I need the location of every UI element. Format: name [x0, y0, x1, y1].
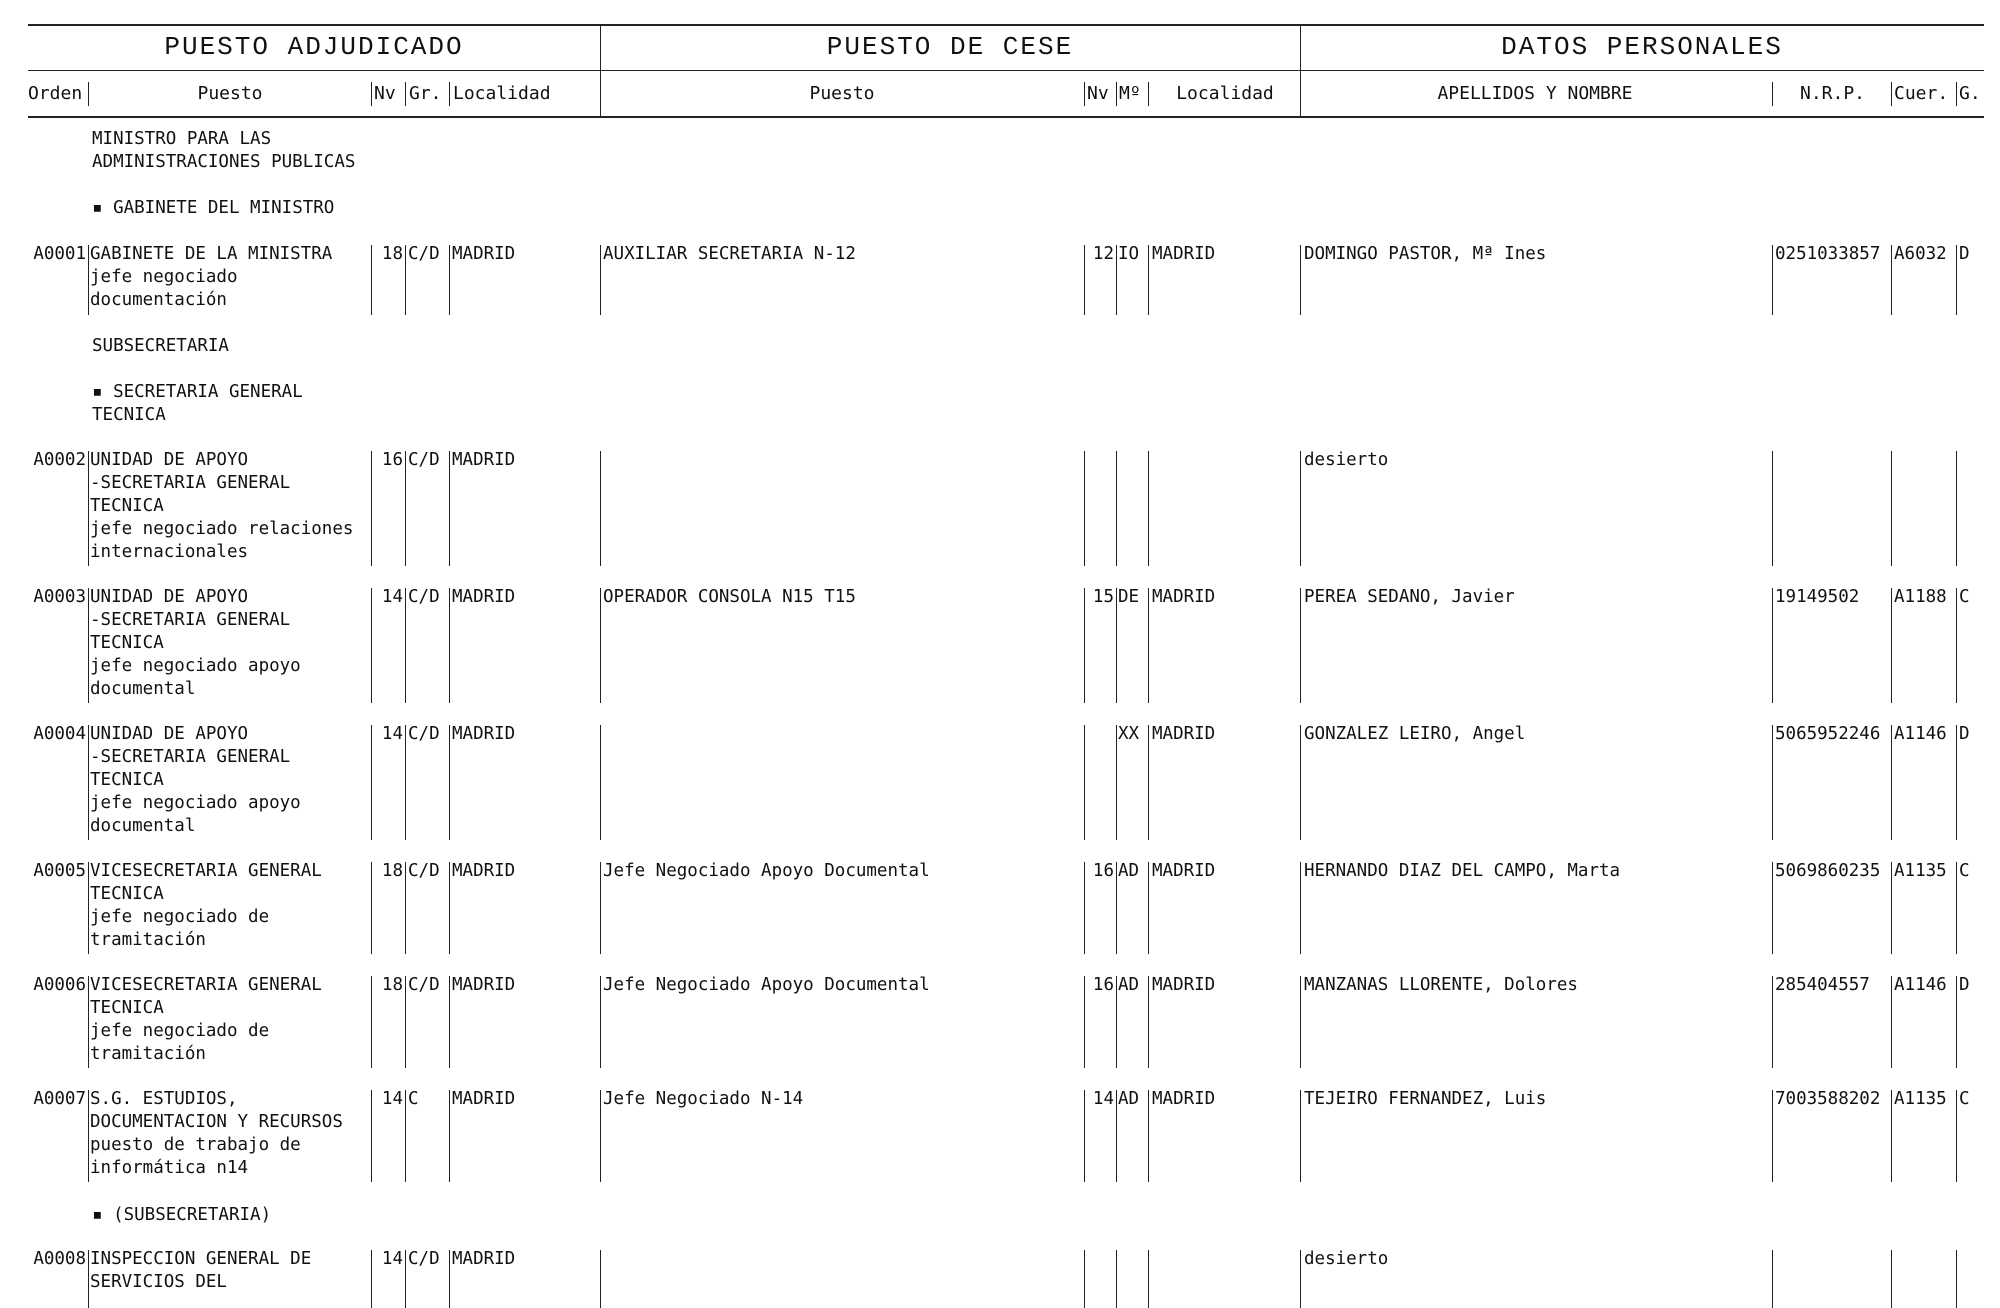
header-puesto-de-cese: PUESTO DE CESE [826, 32, 1074, 62]
row-divider [1148, 588, 1149, 703]
row-divider [1148, 1250, 1149, 1308]
cell-puesto: VICESECRETARIA GENERAL TECNICA jefe negociado de tramitación [90, 861, 322, 950]
row-divider [88, 451, 89, 566]
cell-cese-nv: 14 [1092, 1089, 1114, 1109]
row-divider [1891, 862, 1892, 954]
col-nv: Nv [374, 83, 396, 104]
row-divider [1116, 451, 1117, 566]
row-divider [600, 245, 601, 315]
row-divider [1300, 1090, 1301, 1182]
cell-localidad: MADRID [452, 724, 516, 744]
row-divider [371, 451, 372, 566]
cell-nrp: 285404557 [1775, 975, 1870, 995]
col-gr: Gr. [409, 83, 442, 104]
cell-cuer: A1146 [1894, 975, 1947, 995]
col-tick [371, 82, 372, 106]
row-divider [371, 862, 372, 954]
row-divider [1116, 588, 1117, 703]
cell-cuer: A1135 [1894, 861, 1947, 881]
row-divider [405, 245, 406, 315]
header-puesto-adjudicado: PUESTO ADJUDICADO [164, 32, 464, 62]
cell-g: D [1959, 975, 1970, 995]
row-divider [1891, 451, 1892, 566]
row-divider [1772, 451, 1773, 566]
col-tick [1148, 82, 1149, 106]
row-divider [1956, 1090, 1957, 1182]
column-header-rule [28, 116, 1984, 118]
row-divider [1148, 725, 1149, 840]
row-divider [371, 976, 372, 1068]
row-divider [1084, 588, 1085, 703]
cell-nrp: 0251033857 [1775, 244, 1881, 264]
cell-localidad: MADRID [452, 1089, 516, 1109]
row-divider [371, 245, 372, 315]
row-divider [1956, 862, 1957, 954]
cell-nombre: GONZALEZ LEIRO, Angel [1304, 724, 1526, 744]
row-divider [1300, 725, 1301, 840]
col-tick [1956, 82, 1957, 106]
row-divider [1891, 725, 1892, 840]
col-nrp: N.R.P. [1799, 83, 1866, 104]
row-divider [1148, 1090, 1149, 1182]
row-divider [1116, 976, 1117, 1068]
row-divider [1891, 1250, 1892, 1308]
header-datos-personales: DATOS PERSONALES [1501, 32, 1783, 62]
row-divider [1116, 245, 1117, 315]
cell-gr: C/D [408, 724, 440, 744]
row-divider [1148, 862, 1149, 954]
cell-gr: C [408, 1089, 419, 1109]
row-divider [600, 588, 601, 703]
cell-cese-nv: 15 [1092, 587, 1114, 607]
col-cese-localidad: Localidad [1176, 83, 1274, 104]
cell-gr: C/D [408, 861, 440, 881]
cell-nv: 14 [381, 724, 403, 744]
row-divider [1772, 1250, 1773, 1308]
cell-gr: C/D [408, 587, 440, 607]
cell-puesto: S.G. ESTUDIOS, DOCUMENTACION Y RECURSOS puesto de trabajo de informática n14 [90, 1089, 343, 1178]
cell-orden: A0002 [33, 450, 86, 470]
row-divider [1956, 588, 1957, 703]
col-cuer: Cuer. [1894, 83, 1949, 104]
cell-localidad: MADRID [452, 975, 516, 995]
cell-gr: C/D [408, 244, 440, 264]
cell-nv: 14 [381, 1249, 403, 1269]
row-divider [88, 1250, 89, 1308]
col-tick [449, 82, 450, 106]
col-tick [1116, 82, 1117, 106]
row-divider [1956, 245, 1957, 315]
row-divider [405, 451, 406, 566]
cell-cese-m: AD [1118, 861, 1140, 881]
cell-orden: A0004 [33, 724, 86, 744]
cell-cese-puesto: OPERADOR CONSOLA N15 T15 [603, 587, 856, 607]
col-cese-m: Mº [1119, 83, 1141, 104]
row-divider [405, 1090, 406, 1182]
row-divider [405, 588, 406, 703]
cell-puesto: UNIDAD DE APOYO -SECRETARIA GENERAL TECNICA jefe negociado apoyo documental [90, 587, 301, 699]
cell-nv: 16 [381, 450, 403, 470]
row-divider [1891, 245, 1892, 315]
cell-nombre: desierto [1304, 1249, 1389, 1269]
col-cese-puesto: Puesto [809, 83, 875, 104]
group-header-rule [28, 70, 1984, 71]
cell-nrp: 19149502 [1775, 587, 1860, 607]
cell-cese-m: IO [1118, 244, 1140, 264]
cell-nv: 18 [381, 861, 403, 881]
row-divider [371, 725, 372, 840]
row-divider [1084, 862, 1085, 954]
row-divider [600, 451, 601, 566]
cell-localidad: MADRID [452, 587, 516, 607]
row-divider [1772, 976, 1773, 1068]
row-divider [371, 1090, 372, 1182]
cell-nombre: MANZANAS LLORENTE, Dolores [1304, 975, 1578, 995]
row-divider [1891, 588, 1892, 703]
cell-nombre: desierto [1304, 450, 1389, 470]
row-divider [1148, 245, 1149, 315]
cell-cese-puesto: AUXILIAR SECRETARIA N-12 [603, 244, 856, 264]
row-divider [88, 245, 89, 315]
cell-orden: A0008 [33, 1249, 86, 1269]
cell-nombre: DOMINGO PASTOR, Mª Ines [1304, 244, 1547, 264]
cell-puesto: UNIDAD DE APOYO -SECRETARIA GENERAL TECNICA jefe negociado relaciones internacionales [90, 450, 354, 562]
cell-gr: C/D [408, 975, 440, 995]
cell-nv: 14 [381, 1089, 403, 1109]
section-ministro: MINISTRO PARA LAS ADMINISTRACIONES PUBLICAS [92, 129, 356, 172]
row-divider [1084, 245, 1085, 315]
cell-orden: A0007 [33, 1089, 86, 1109]
cell-cese-puesto: Jefe Negociado Apoyo Documental [603, 975, 930, 995]
row-divider [88, 1090, 89, 1182]
row-divider [449, 725, 450, 840]
section-gabinete: ▪ GABINETE DEL MINISTRO [92, 197, 334, 220]
row-divider [449, 1250, 450, 1308]
cell-puesto: UNIDAD DE APOYO -SECRETARIA GENERAL TECNICA jefe negociado apoyo documental [90, 724, 301, 836]
cell-cuer: A1146 [1894, 724, 1947, 744]
row-divider [1300, 451, 1301, 566]
cell-cese-m: DE [1118, 587, 1140, 607]
row-divider [88, 725, 89, 840]
cell-nrp: 7003588202 [1775, 1089, 1881, 1109]
row-divider [449, 588, 450, 703]
col-localidad: Localidad [453, 83, 551, 104]
cell-cuer: A6032 [1894, 244, 1947, 264]
section-subsecretaria: SUBSECRETARIA [92, 336, 229, 356]
row-divider [1116, 725, 1117, 840]
cell-g: D [1959, 244, 1970, 264]
cell-cese-localidad: MADRID [1152, 861, 1216, 881]
row-divider [88, 862, 89, 954]
col-tick [405, 82, 406, 106]
row-divider [1956, 1250, 1957, 1308]
row-divider [1116, 862, 1117, 954]
row-divider [405, 1250, 406, 1308]
top-rule [28, 24, 1984, 26]
row-divider [1300, 245, 1301, 315]
row-divider [1772, 862, 1773, 954]
row-divider [1148, 976, 1149, 1068]
col-g: G. [1959, 83, 1981, 104]
row-divider [600, 1250, 601, 1308]
cell-puesto: GABINETE DE LA MINISTRA jefe negociado documentación [90, 244, 333, 310]
cell-g: D [1959, 724, 1970, 744]
cell-nv: 14 [381, 587, 403, 607]
cell-g: C [1959, 861, 1970, 881]
col-tick [1084, 82, 1085, 106]
cell-nv: 18 [381, 244, 403, 264]
cell-cese-nv: 12 [1092, 244, 1114, 264]
cell-localidad: MADRID [452, 450, 516, 470]
row-divider [1772, 1090, 1773, 1182]
row-divider [1772, 725, 1773, 840]
row-divider [1300, 588, 1301, 703]
col-orden: Orden [28, 83, 83, 104]
col-tick [1891, 82, 1892, 106]
cell-nrp: 5069860235 [1775, 861, 1881, 881]
row-divider [1084, 1250, 1085, 1308]
cell-nv: 18 [381, 975, 403, 995]
cell-puesto: INSPECCION GENERAL DE SERVICIOS DEL [90, 1249, 312, 1292]
cell-nombre: PEREA SEDANO, Javier [1304, 587, 1515, 607]
row-divider [1084, 451, 1085, 566]
cell-cese-localidad: MADRID [1152, 587, 1216, 607]
col-tick [88, 82, 89, 106]
cell-cese-localidad: MADRID [1152, 244, 1216, 264]
cell-cese-m: AD [1118, 975, 1140, 995]
cell-cese-localidad: MADRID [1152, 1089, 1216, 1109]
row-divider [1084, 1090, 1085, 1182]
col-tick [1772, 82, 1773, 106]
cell-cese-localidad: MADRID [1152, 724, 1216, 744]
row-divider [600, 862, 601, 954]
col-cese-nv: Nv [1087, 83, 1109, 104]
row-divider [600, 976, 601, 1068]
cell-localidad: MADRID [452, 861, 516, 881]
cell-gr: C/D [408, 1249, 440, 1269]
row-divider [1300, 1250, 1301, 1308]
row-divider [1772, 245, 1773, 315]
cell-orden: A0003 [33, 587, 86, 607]
cell-orden: A0005 [33, 861, 86, 881]
row-divider [88, 976, 89, 1068]
cell-cuer: A1188 [1894, 587, 1947, 607]
cell-cese-nv: 16 [1092, 975, 1114, 995]
cell-puesto: VICESECRETARIA GENERAL TECNICA jefe negociado de tramitación [90, 975, 322, 1064]
row-divider [1891, 1090, 1892, 1182]
row-divider [1772, 588, 1773, 703]
row-divider [1116, 1250, 1117, 1308]
col-apellidos: APELLIDOS Y NOMBRE [1437, 83, 1633, 104]
cell-orden: A0001 [33, 244, 86, 264]
cell-cese-localidad: MADRID [1152, 975, 1216, 995]
cell-g: C [1959, 587, 1970, 607]
row-divider [449, 245, 450, 315]
cell-nombre: TEJEIRO FERNANDEZ, Luis [1304, 1089, 1547, 1109]
row-divider [1300, 862, 1301, 954]
col-puesto: Puesto [197, 83, 263, 104]
cell-cese-nv: 16 [1092, 861, 1114, 881]
cell-orden: A0006 [33, 975, 86, 995]
cell-cuer: A1135 [1894, 1089, 1947, 1109]
cell-nombre: HERNANDO DIAZ DEL CAMPO, Marta [1304, 861, 1621, 881]
cell-localidad: MADRID [452, 244, 516, 264]
row-divider [405, 725, 406, 840]
row-divider [449, 976, 450, 1068]
cell-g: C [1959, 1089, 1970, 1109]
cell-nrp: 5065952246 [1775, 724, 1881, 744]
row-divider [1956, 451, 1957, 566]
row-divider [449, 1090, 450, 1182]
row-divider [1956, 976, 1957, 1068]
cell-cese-m: XX [1118, 724, 1140, 744]
row-divider [405, 862, 406, 954]
row-divider [1084, 976, 1085, 1068]
row-divider [371, 1250, 372, 1308]
cell-cese-puesto: Jefe Negociado Apoyo Documental [603, 861, 930, 881]
row-divider [449, 862, 450, 954]
cell-localidad: MADRID [452, 1249, 516, 1269]
row-divider [1084, 725, 1085, 840]
row-divider [1300, 976, 1301, 1068]
row-divider [88, 588, 89, 703]
row-divider [449, 451, 450, 566]
cell-cese-puesto: Jefe Negociado N-14 [603, 1089, 804, 1109]
row-divider [1116, 1090, 1117, 1182]
row-divider [600, 1090, 601, 1182]
cell-gr: C/D [408, 450, 440, 470]
section-secretaria-general-tecnica: ▪ SECRETARIA GENERAL TECNICA [92, 381, 303, 427]
cell-cese-m: AD [1118, 1089, 1140, 1109]
row-divider [371, 588, 372, 703]
section-subsecretaria-paren: ▪ (SUBSECRETARIA) [92, 1204, 271, 1227]
row-divider [1891, 976, 1892, 1068]
row-divider [600, 725, 601, 840]
row-divider [1148, 451, 1149, 566]
row-divider [1956, 725, 1957, 840]
row-divider [405, 976, 406, 1068]
